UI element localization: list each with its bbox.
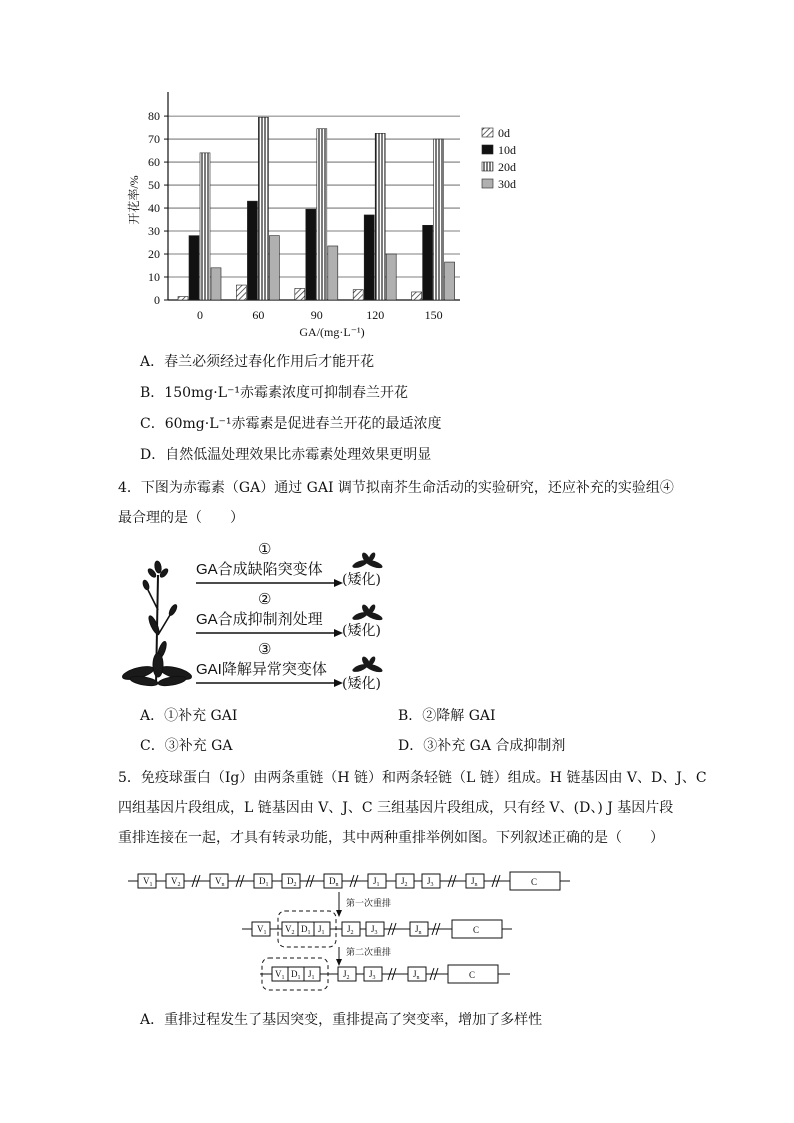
svg-text:J1: $J_1$ (373, 876, 380, 888)
svg-text:J3: $J_3$ (369, 969, 376, 981)
y-tick-label: 0 (154, 293, 160, 307)
svg-text:J2: $J_2$ (347, 924, 354, 936)
y-tick-label: 30 (148, 224, 160, 239)
svg-text:V1: $V_1$ (275, 969, 285, 981)
legend-label-30d: 30d (498, 177, 516, 191)
x-axis-label: GA/(mg·L⁻¹) (299, 325, 365, 339)
dwarf-plant-icon (352, 656, 384, 674)
y-tick-label: 40 (148, 201, 160, 216)
svg-text:Jn: $J_n$ (415, 924, 422, 936)
result-2: (矮化) (342, 623, 381, 639)
y-tick-label: 60 (148, 155, 160, 170)
legend-label-0d: 0d (498, 126, 510, 140)
experiment-3-number: ③ (258, 640, 272, 658)
legend-label-10d: 10d (498, 143, 516, 157)
svg-text:J3: $J_3$ (371, 924, 378, 936)
bar-20d-90 (317, 129, 327, 300)
arrow-icon (196, 678, 344, 688)
svg-text:D2: $D_2$ (287, 876, 297, 888)
experiment-3-label: GAI降解异常突变体 (196, 661, 327, 678)
legend-swatch-0d (482, 128, 493, 137)
bar-20d-0 (200, 153, 210, 300)
q5-stem-line2: 四组基因片段组成，L 链基因由 V、J、C 三组基因片段组成，只有经 V、(D、) J 基因片段 (118, 800, 674, 816)
legend-swatch-20d (482, 162, 493, 171)
x-tick-label: 150 (424, 308, 443, 322)
q3-option-b: B．150mg·L⁻¹赤霉素浓度可抑制春兰开花 (140, 385, 408, 401)
svg-text:J2: $J_2$ (401, 876, 408, 888)
bar-0d-120 (353, 290, 363, 300)
svg-text:V2: $V_2$ (171, 876, 181, 888)
y-tick-label: 20 (148, 247, 160, 262)
q5-option-a: A．重排过程发生了基因突变，重排提高了突变率，增加了多样性 (140, 1012, 543, 1028)
arrow-icon (196, 628, 344, 638)
svg-text:Jn: $J_n$ (413, 969, 420, 981)
first-rearrangement-label: 第一次重排 (346, 898, 392, 908)
svg-text:Vn: $V_n$ (215, 876, 225, 888)
y-tick-label: 80 (148, 109, 160, 124)
svg-text:D1: $D_1$ (259, 876, 269, 888)
gene-rearrangement-diagram (126, 862, 576, 997)
svg-text:J1: $J_1$ (308, 969, 315, 981)
x-tick-label: 90 (310, 308, 323, 322)
q3-option-a: A．春兰必须经过春化作用后才能开花 (140, 354, 375, 370)
x-tick-label: 60 (252, 308, 265, 322)
bar-10d-150 (423, 225, 433, 300)
q5-stem-line1: 5．免疫球蛋白（Ig）由两条重链（H 链）和两条轻链（L 链）组成。H 链基因由 V、D、J、C (118, 770, 707, 786)
q4-stem-line2: 最合理的是（ ） (118, 510, 244, 526)
germline-row (128, 872, 570, 890)
bar-30d-150 (445, 262, 455, 300)
q3-option-c: C．60mg·L⁻¹赤霉素是促进春兰开花的最适浓度 (140, 416, 442, 432)
arabidopsis-plant-illustration (118, 555, 198, 690)
bar-30d-60 (269, 236, 279, 300)
legend-swatch-30d (482, 179, 493, 188)
experiment-2-label: GA合成抑制剂处理 (196, 611, 323, 628)
bar-0d-60 (236, 285, 246, 300)
experiment-1-number: ① (258, 540, 272, 558)
q4-option-a: A．①补充 GAI (140, 708, 238, 724)
svg-text:J1: $J_1$ (318, 924, 325, 936)
svg-text:V1: $V_1$ (143, 876, 153, 888)
svg-text:J3: $J_3$ (427, 876, 434, 888)
svg-text:D1: $D_1$ (301, 924, 311, 936)
y-tick-label: 70 (148, 132, 160, 147)
q5-stem-line3: 重排连接在一起，才具有转录功能，其中两种重排举例如图。下列叙述正确的是（ ） (118, 830, 664, 846)
x-tick-label: 120 (366, 308, 385, 322)
svg-text:J2: $J_2$ (343, 969, 350, 981)
q4-option-b: B．②降解 GAI (398, 708, 496, 724)
x-tick-label: 0 (197, 308, 203, 322)
experiment-2-number: ② (258, 590, 272, 608)
flowering-rate-chart (120, 90, 540, 340)
svg-text:C: C (473, 925, 480, 935)
bar-10d-60 (247, 201, 257, 300)
svg-text:V1: $V_1$ (257, 924, 267, 936)
svg-text:D1: $D_1$ (291, 969, 301, 981)
experiment-1-label: GA合成缺陷突变体 (196, 561, 323, 578)
bar-20d-120 (375, 133, 385, 300)
dwarf-plant-icon (352, 552, 384, 570)
result-3: (矮化) (342, 676, 381, 692)
bar-10d-0 (189, 236, 199, 300)
bar-10d-120 (364, 215, 374, 300)
y-tick-label: 50 (148, 178, 160, 193)
svg-text:C: C (469, 970, 476, 980)
q4-stem-line1: 4．下图为赤霉素（GA）通过 GAI 调节拟南芥生命活动的实验研究，还应补充的实验组④ (118, 480, 674, 496)
q3-option-d: D．自然低温处理效果比赤霉素处理效果更明显 (140, 447, 432, 463)
arrow-icon (196, 578, 344, 588)
bar-0d-150 (412, 292, 422, 300)
result-1: (矮化) (342, 572, 381, 588)
bar-0d-0 (178, 297, 188, 300)
svg-text:V2: $V_2$ (285, 924, 295, 936)
bar-20d-150 (434, 139, 444, 300)
y-tick-label: 10 (148, 270, 160, 285)
legend-swatch-10d (482, 145, 493, 154)
bar-0d-90 (295, 289, 305, 300)
svg-text:C: C (531, 877, 538, 887)
second-rearrangement-label: 第二次重排 (346, 947, 392, 957)
q4-option-c: C．③补充 GA (140, 738, 233, 754)
bar-30d-90 (328, 246, 338, 300)
svg-text:Dn: $D_n$ (329, 876, 339, 888)
bar-30d-120 (386, 254, 396, 300)
svg-text:Jn: $J_n$ (471, 876, 478, 888)
bar-30d-0 (211, 268, 221, 300)
y-axis-label: 开花率/% (127, 175, 141, 225)
bar-20d-60 (258, 117, 268, 300)
bar-10d-90 (306, 209, 316, 300)
legend-label-20d: 20d (498, 160, 516, 174)
q4-option-d: D．③补充 GA 合成抑制剂 (398, 738, 566, 754)
